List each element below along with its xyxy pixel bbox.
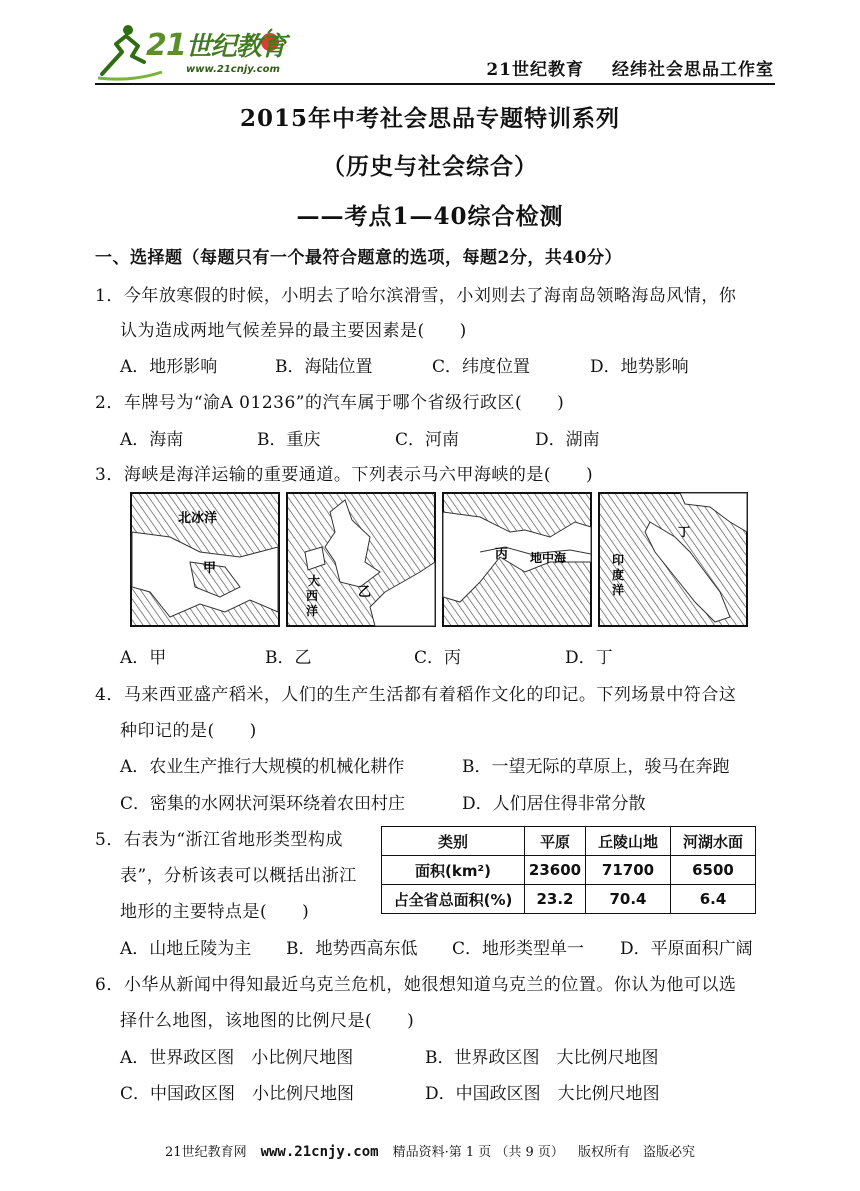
q2-text-line1: 2．车牌号为“渝A 01236”的汽车属于哪个省级行政区( ) (95, 393, 565, 413)
header-rule (95, 83, 775, 85)
map-panel-jia (131, 493, 279, 626)
map4-label: 丁 (678, 525, 691, 539)
q6-option-d: D．中国政区图 大比例尺地图 (425, 1084, 660, 1104)
q6-text-line2: 择什么地图，该地图的比例尺是( ) (120, 1011, 415, 1031)
table-row (382, 885, 756, 914)
table-row (382, 856, 756, 885)
table-cell: 6.4 (671, 885, 756, 914)
map1-sea-label: 北冰洋 (178, 511, 218, 526)
q4-option-b: B．一望无际的草原上，骏马在奔跑 (462, 757, 730, 777)
map3-sea-label: 地中海 (530, 551, 567, 565)
q6-option-c: C．中国政区图 小比例尺地图 (120, 1084, 355, 1104)
map4-sea-label-1: 印 (612, 553, 625, 567)
table-cell: 占全省总面积(%) (382, 885, 525, 914)
map4-sea-label-2: 度 (612, 568, 625, 582)
q5-text-line1: 5．右表为“浙江省地形类型构成 (95, 830, 344, 850)
q5-option-c: C．地形类型单一 (452, 939, 585, 959)
q1-option-d: D．地势影响 (590, 357, 689, 377)
q3-option-d: D．丁 (565, 648, 613, 668)
table-cell: 6500 (671, 856, 756, 885)
q3-option-b: B．乙 (265, 648, 312, 668)
table-header-cell: 丘陵山地 (586, 827, 671, 856)
table-cell: 面积(km²) (382, 856, 525, 885)
map2-sea-label-2: 西 (306, 589, 319, 603)
table-header-cell: 河湖水面 (671, 827, 756, 856)
q4-text-line1: 4．马来西亚盛产稻米，人们的生产生活都有着稻作文化的印记。下列场景中符合这 (95, 685, 737, 705)
table-cell: 70.4 (586, 885, 671, 914)
q5-text-line2: 表”，分析该表可以概括出浙江 (120, 866, 357, 886)
logo-text: 21世纪教育 (146, 28, 286, 63)
q1-text-line2: 认为造成两地气候差异的最主要因素是( ) (120, 321, 467, 341)
page-footer (0, 1141, 860, 1160)
q1-option-c: C．纬度位置 (432, 357, 531, 377)
map4-sea-label-3: 洋 (612, 583, 625, 597)
terrain-table (381, 826, 756, 914)
footer-url-link[interactable]: www.21cnjy.com (260, 1144, 379, 1160)
q2-option-b: B．重庆 (257, 430, 321, 450)
footer-page: 精品资料·第 1 页 （共 9 页） (392, 1145, 564, 1160)
q3-maps (130, 492, 770, 627)
table-cell: 23.2 (525, 885, 586, 914)
table-cell: 71700 (586, 856, 671, 885)
doc-subtitle: （历史与社会综合） (322, 153, 538, 180)
footer-site: 21世纪教育网 (165, 1145, 247, 1160)
header-right (486, 55, 774, 80)
q1-option-b: B．海陆位置 (275, 357, 373, 377)
map2-label: 乙 (358, 585, 372, 600)
q4-option-d: D．人们居住得非常分散 (462, 794, 646, 814)
q5-option-d: D．平原面积广阔 (620, 939, 753, 959)
q4-option-a: A．农业生产推行大规模的机械化耕作 (120, 757, 405, 777)
doc-topic: ——考点1—40综合检测 (296, 203, 564, 230)
map-panel-ding (599, 493, 747, 626)
q5-option-b: B．地势西高东低 (286, 939, 418, 959)
map-panel-yi (287, 493, 435, 626)
q4-text-line2: 种印记的是( ) (120, 721, 257, 741)
section-heading: 一、选择题（每题只有一个最符合题意的选项，每题2分，共40分） (95, 248, 622, 268)
map1-label: 甲 (203, 561, 217, 576)
q4-option-c: C．密集的水网状河渠环绕着农田村庄 (120, 794, 406, 814)
map-panel-bing (443, 493, 591, 626)
table-header-cell: 平原 (525, 827, 586, 856)
q3-option-c: C．丙 (414, 648, 462, 668)
map3-label: 丙 (495, 547, 509, 562)
q5-text-line3: 地形的主要特点是( ) (120, 902, 310, 922)
q3-text-line1: 3．海峡是海洋运输的重要通道。下列表示马六甲海峡的是( ) (95, 465, 594, 485)
table-header-cell: 类别 (382, 827, 525, 856)
map-figure (130, 492, 770, 627)
q6-text-line1: 6．小华从新闻中得知最近乌克兰危机，她很想知道乌克兰的位置。你认为他可以选 (95, 975, 737, 995)
q2-option-c: C．河南 (395, 430, 460, 450)
doc-title: 2015年中考社会思品专题特训系列 (239, 105, 620, 132)
header-org: 21世纪教育 (486, 60, 584, 80)
q6-option-a: A．世界政区图 小比例尺地图 (120, 1048, 354, 1068)
map2-sea-label-1: 大 (308, 574, 321, 588)
q1-option-a: A．地形影响 (120, 357, 218, 377)
q5-option-a: A．山地丘陵为主 (120, 939, 252, 959)
page-header (0, 0, 860, 88)
table-header-row (382, 827, 756, 856)
footer-rights: 版权所有 盗版必究 (577, 1145, 695, 1160)
q2-option-a: A．海南 (120, 430, 184, 450)
q3-option-a: A．甲 (120, 648, 167, 668)
q6-option-b: B．世界政区图 大比例尺地图 (425, 1048, 659, 1068)
table-cell: 23600 (525, 856, 586, 885)
header-studio: 经纬社会思品工作室 (612, 60, 774, 80)
logo-url: www.21cnjy.com (186, 64, 280, 75)
q2-option-d: D．湖南 (535, 430, 600, 450)
map2-sea-label-3: 洋 (306, 604, 319, 618)
q1-text-line1: 1．今年放寒假的时候，小明去了哈尔滨滑雪，小刘则去了海南岛领略海岛风情，你 (95, 286, 737, 306)
